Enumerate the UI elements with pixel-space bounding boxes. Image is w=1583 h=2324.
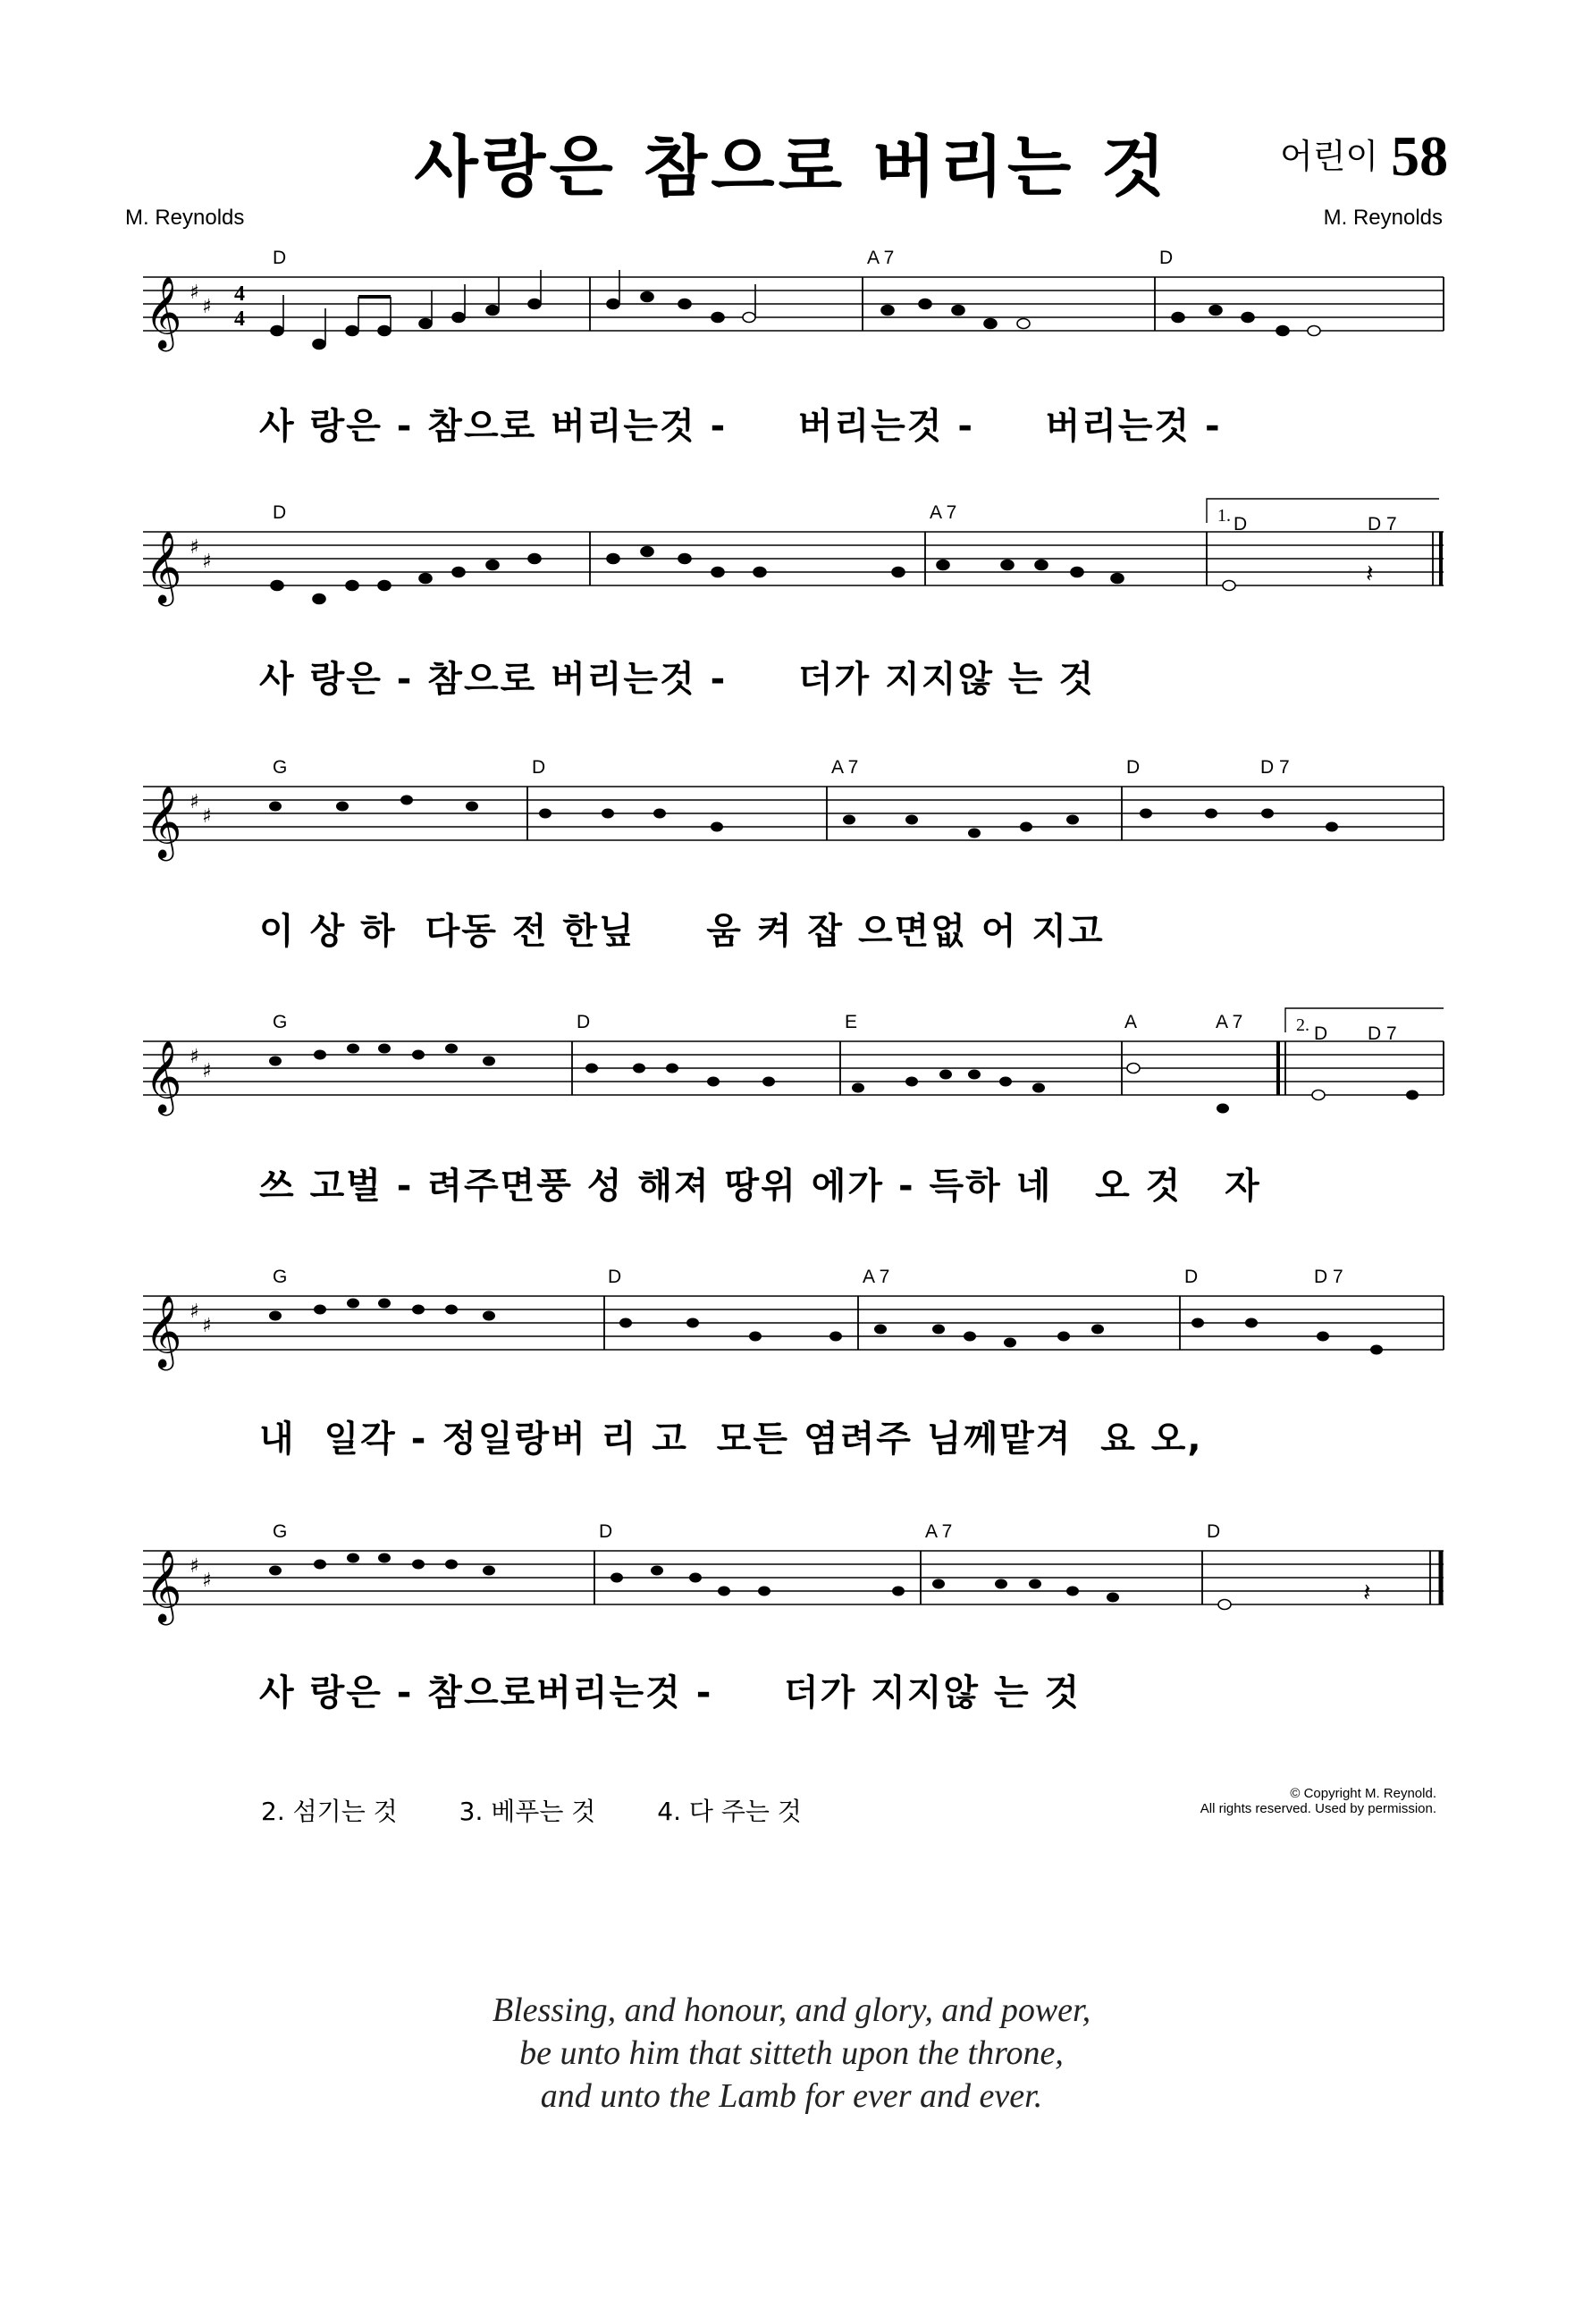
svg-text:♯: ♯ bbox=[202, 1060, 212, 1082]
badge-number: 58 bbox=[1391, 124, 1449, 188]
treble-clef-icon: 𝄞 bbox=[145, 1549, 182, 1622]
svg-text:♯: ♯ bbox=[202, 805, 212, 828]
chord-label: A 7 bbox=[925, 1521, 953, 1542]
chord-label: E bbox=[845, 1012, 858, 1032]
staff-system-4 bbox=[0, 1006, 1583, 1140]
staff-system-2 bbox=[0, 496, 1583, 630]
chord-label: D bbox=[273, 248, 287, 268]
svg-text:♯: ♯ bbox=[189, 536, 199, 559]
chord-label: G bbox=[273, 1521, 288, 1542]
verse-3: 3. 베푸는 것 bbox=[459, 1797, 596, 1826]
chord-label: D bbox=[608, 1267, 622, 1287]
lyrics-line-5: 내 일각 - 정일랑버 리 고 모든 염려주 님께맡겨 요 오, bbox=[259, 1419, 1203, 1460]
chord-label: D bbox=[273, 502, 287, 523]
chord-label: D 7 bbox=[1314, 1267, 1343, 1287]
svg-text:♯: ♯ bbox=[189, 1301, 199, 1323]
chord-label: A 7 bbox=[1216, 1012, 1243, 1032]
svg-text:2.: 2. bbox=[1296, 1015, 1309, 1035]
svg-text:♯: ♯ bbox=[189, 282, 199, 304]
chord-label: A 7 bbox=[867, 248, 895, 268]
lyrics-line-4: 쓰 고벌 - 려주면풍 성 해져 땅위 에가 - 득하 네 오 것 자 bbox=[259, 1166, 1261, 1207]
svg-text:𝄽: 𝄽 bbox=[1366, 559, 1374, 588]
lyrics-line-2: 사 랑은 - 참으로 버리는것 - 더가 지지않 는 것 bbox=[259, 659, 1096, 700]
svg-text:♯: ♯ bbox=[202, 296, 212, 318]
composer-credit: M. Reynolds bbox=[1323, 206, 1443, 230]
chord-label: G bbox=[273, 757, 288, 778]
additional-verses bbox=[261, 1792, 855, 1828]
chord-label: D bbox=[1314, 1023, 1328, 1044]
svg-text:♯: ♯ bbox=[202, 551, 212, 573]
chord-label: D bbox=[1207, 1521, 1221, 1542]
lyricist-credit: M. Reynolds bbox=[125, 206, 245, 230]
lyrics-line-3: 이 상 하 다동 전 한닢 움 켜 잡 으면없 어 지고 bbox=[259, 911, 1105, 952]
copyright-notice: © Copyright M. Reynold. All rights reserved. Used by permission. bbox=[1200, 1786, 1436, 1816]
chord-label: D 7 bbox=[1368, 514, 1397, 535]
treble-clef-icon: 𝄞 bbox=[145, 1294, 182, 1368]
svg-text:♯: ♯ bbox=[189, 791, 199, 813]
page-title: 사랑은 참으로 버리는 것 bbox=[414, 129, 1169, 206]
chord-label: D bbox=[1184, 1267, 1199, 1287]
treble-clef-icon: 𝄞 bbox=[145, 1040, 182, 1113]
chord-label: D bbox=[532, 757, 546, 778]
svg-text:𝄽: 𝄽 bbox=[1363, 1578, 1371, 1607]
svg-text:4: 4 bbox=[234, 307, 245, 331]
chord-label: D bbox=[599, 1521, 613, 1542]
treble-clef-icon: 𝄞 bbox=[145, 785, 182, 858]
chord-label: D bbox=[1234, 514, 1248, 535]
chord-label: A 7 bbox=[831, 757, 859, 778]
staff-system-3 bbox=[0, 751, 1583, 885]
chord-label: D bbox=[577, 1012, 591, 1032]
chord-label: A 7 bbox=[930, 502, 957, 523]
staff-system-6 bbox=[0, 1515, 1583, 1649]
verse-2: 2. 섬기는 것 bbox=[261, 1797, 398, 1826]
chord-label: A bbox=[1124, 1012, 1138, 1032]
staff-system-5 bbox=[0, 1260, 1583, 1394]
treble-clef-icon: 𝄞 bbox=[145, 530, 182, 603]
chord-label: A 7 bbox=[863, 1267, 890, 1287]
scripture-quote: Blessing, and honour, and glory, and power, be unto him that sitteth upon the throne, and unto the Lamb for ever and ever. bbox=[492, 1991, 1091, 2115]
chord-label: D bbox=[1159, 248, 1174, 268]
lyrics-line-6: 사 랑은 - 참으로버리는것 - 더가 지지않 는 것 bbox=[259, 1672, 1082, 1714]
svg-text:1.: 1. bbox=[1217, 506, 1231, 526]
svg-text:♯: ♯ bbox=[189, 1555, 199, 1578]
lyrics-line-1: 사 랑은 - 참으로 버리는것 - 버리는것 - 버리는것 - bbox=[259, 406, 1222, 447]
svg-text:4: 4 bbox=[234, 282, 245, 306]
chord-label: D 7 bbox=[1260, 757, 1290, 778]
svg-text:♯: ♯ bbox=[202, 1570, 212, 1592]
verse-4: 4. 다 주는 것 bbox=[657, 1797, 802, 1826]
treble-clef-icon: 𝄞 bbox=[145, 275, 182, 349]
chord-label: G bbox=[273, 1012, 288, 1032]
hymn-number-badge bbox=[1280, 123, 1448, 189]
chord-label: D bbox=[1126, 757, 1141, 778]
chord-label: G bbox=[273, 1267, 288, 1287]
svg-text:♯: ♯ bbox=[189, 1046, 199, 1068]
badge-label: 어린이 bbox=[1280, 137, 1379, 176]
chord-label: D 7 bbox=[1368, 1023, 1397, 1044]
svg-text:♯: ♯ bbox=[202, 1315, 212, 1337]
staff-system-1 bbox=[0, 241, 1583, 375]
